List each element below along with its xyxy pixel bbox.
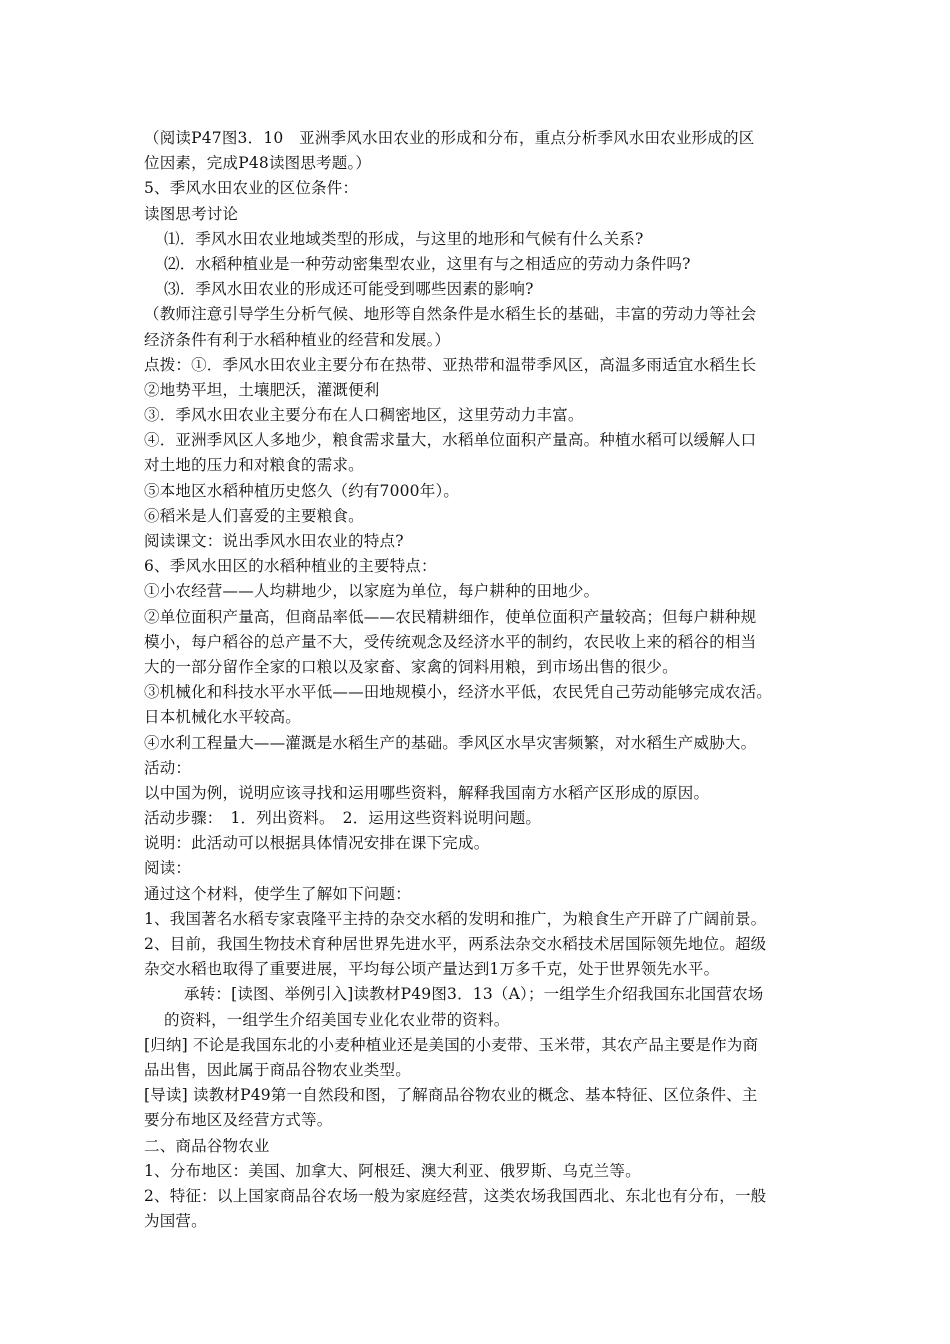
- text-line: ⑵．水稻种植业是一种劳动密集型农业，这里有与之相适应的劳动力条件吗?: [164, 254, 691, 273]
- text-line: 5、季风水田农业的区位条件：: [144, 179, 359, 198]
- text-line: 承转：[读图、举例引入]读教材P49图3．13（A）；一组学生介绍我国东北国营农场: [184, 985, 764, 1004]
- text-line: 1、分布地区：美国、加拿大、阿根廷、澳大利亚、俄罗斯、乌克兰等。: [144, 1161, 641, 1180]
- text-line: 6、季风水田区的水稻种植业的主要特点：: [144, 557, 437, 576]
- text-line: 说明：此活动可以根据具体情况安排在课下完成。: [144, 834, 490, 853]
- text-line: ③．季风水田农业主要分布在人口稠密地区，这里劳动力丰富。: [144, 406, 584, 425]
- text-line: 阅读课文：说出季风水田农业的特点?: [144, 532, 404, 550]
- text-line: 活动步骤： 1．列出资料。 2．运用这些资料说明问题。: [144, 809, 542, 828]
- text-line: ④水利工程量大——灌溉是水稻生产的基础。季风区水旱灾害频繁，对水稻生产威胁大。: [144, 733, 757, 752]
- text-line: 品出售，因此属于商品谷物农业类型。: [144, 1060, 411, 1079]
- text-line: （阅读P47图3．10 亚洲季风水田农业的形成和分布，重点分析季风水田农业形成的区: [144, 129, 755, 147]
- text-line: 对土地的压力和对粮食的需求。: [144, 456, 364, 475]
- text-line: ③机械化和科技水平水平低——田地规模小，经济水平低，农民凭自己劳动能够完成农活。: [144, 683, 773, 702]
- text-line: ⑶．季风水田农业的形成还可能受到哪些因素的影响?: [164, 280, 534, 299]
- text-line: ⑴．季风水田农业地域类型的形成，与这里的地形和气候有什么关系?: [164, 229, 644, 248]
- text-line: 为国营。: [144, 1212, 207, 1231]
- text-line: [导读] 读教材P49第一自然段和图，了解商品谷物农业的概念、基本特征、区位条件、主: [144, 1086, 758, 1105]
- text-line: ④．亚洲季风区人多地少，粮食需求量大，水稻单位面积产量高。种植水稻可以缓解人口: [144, 431, 757, 450]
- text-line: 模小，每户稻谷的总产量不大，受传统观念及经济水平的制约，农民收上来的稻谷的相当: [144, 632, 757, 651]
- text-line: [归纳] 不论是我国东北的小麦种植业还是美国的小麦带、玉米带，其农产品主要是作为商: [144, 1035, 759, 1054]
- text-line: 位因素，完成P48读图思考题。）: [144, 154, 372, 173]
- text-line: ②地势平坦，土壤肥沃，灌溉便利: [144, 380, 380, 399]
- text-line: 1、我国著名水稻专家袁隆平主持的杂交水稻的发明和推广，为粮食生产开辟了广阔前景。: [144, 909, 767, 928]
- text-line: 活动：: [144, 758, 192, 777]
- text-line: （教师注意引导学生分析气候、地形等自然条件是水稻生长的基础，丰富的劳动力等社会: [144, 305, 757, 324]
- text-line: ⑥稻米是人们喜爱的主要粮食。: [144, 506, 364, 525]
- text-line: 点拨：①．季风水田农业主要分布在热带、亚热带和温带季风区，高温多雨适宜水稻生长: [144, 355, 757, 374]
- text-line: 的资料，一组学生介绍美国专业化农业带的资料。: [164, 1010, 510, 1029]
- text-line: 二、商品谷物农业: [144, 1136, 270, 1155]
- text-line: ①小农经营——人均耕地少，以家庭为单位，每户耕种的田地少。: [144, 582, 600, 601]
- text-line: ②单位面积产量高，但商品率低——农民精耕细作，使单位面积产量较高；但每户耕种规: [144, 607, 757, 626]
- text-line: 杂交水稻也取得了重要进展，平均每公顷产量达到1万多千克，处于世界领先水平。: [144, 960, 720, 979]
- text-line: 以中国为例，说明应该寻找和运用哪些资料，解释我国南方水稻产区形成的原因。: [144, 783, 710, 802]
- text-line: ⑤本地区水稻种植历史悠久（约有7000年）。: [144, 481, 460, 500]
- text-line: 读图思考讨论: [144, 204, 239, 223]
- text-line: 日本机械化水平较高。: [144, 708, 302, 727]
- text-line: 阅读：: [144, 859, 192, 878]
- text-line: 大的一部分留作全家的口粮以及家畜、家禽的饲料用粮，到市场出售的很少。: [144, 657, 678, 676]
- text-line: 2、特征：以上国家商品谷农场一般为家庭经营，这类农场我国西北、东北也有分布，一般: [144, 1186, 767, 1205]
- text-line: 2、目前，我国生物技术育种居世界先进水平，两系法杂交水稻技术居国际领先地位。超级: [144, 935, 767, 953]
- text-line: 要分布地区及经营方式等。: [144, 1111, 333, 1130]
- document-page: [144, 126, 820, 1234]
- text-line: 通过这个材料，使学生了解如下问题：: [144, 884, 411, 903]
- text-line: 经济条件有利于水稻种植业的经营和发展。）: [144, 330, 451, 349]
